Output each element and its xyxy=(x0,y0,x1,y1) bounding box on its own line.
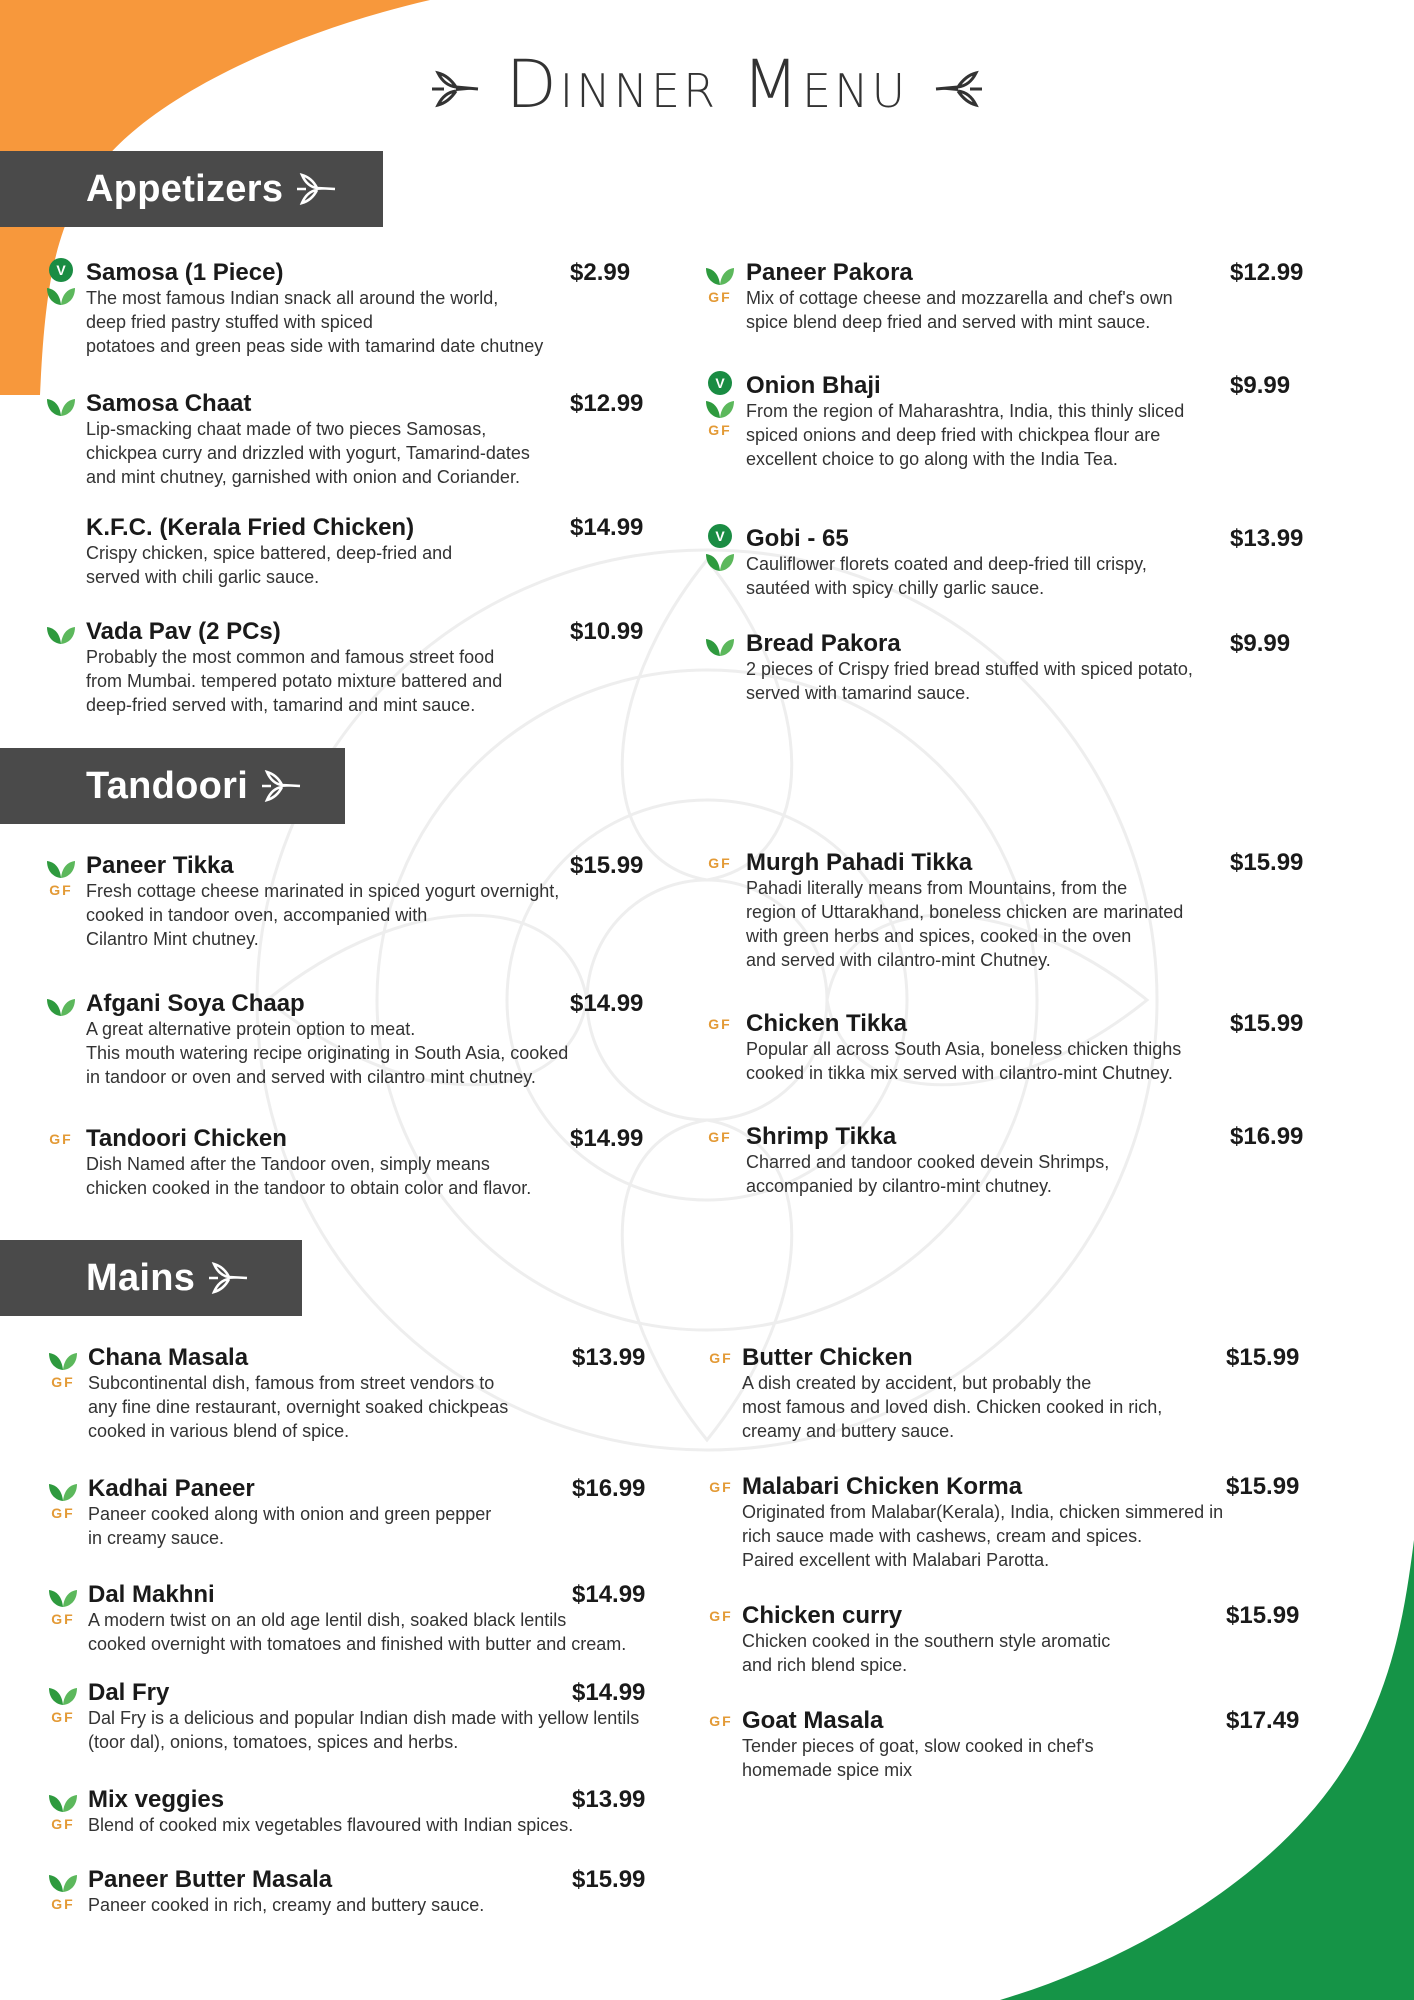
menu-item-kadhai-paneer xyxy=(88,1474,662,1584)
dietary-badges xyxy=(704,1605,738,1625)
gluten-free-badge: GF xyxy=(709,1350,733,1366)
section-title-mains: Mains xyxy=(86,1256,196,1299)
item-description: A great alternative protein option to meat. This mouth watering recipe originating in South Asia, cooked in tandoor or oven and served with cilantro mint chutney. xyxy=(86,1019,569,1087)
gluten-free-badge: GF xyxy=(708,422,732,438)
dietary-badges xyxy=(46,1789,80,1833)
vegetarian-leaf-icon xyxy=(48,1586,78,1608)
dietary-badges xyxy=(46,1478,80,1522)
item-price: $14.99 xyxy=(570,1125,644,1152)
item-price: $15.99 xyxy=(1230,849,1304,876)
item-name: Paneer Butter Masala xyxy=(88,1866,333,1893)
vegetarian-leaf-icon xyxy=(46,857,76,879)
gluten-free-badge: GF xyxy=(51,1896,75,1912)
vegetarian-leaf-icon xyxy=(48,1871,78,1893)
item-price: $14.99 xyxy=(570,514,644,541)
section-header-tandoori xyxy=(0,748,345,824)
dietary-badges xyxy=(44,621,78,645)
item-description: Pahadi literally means from Mountains, from the region of Uttarakhand, boneless chicken are marinated with green herbs and spices, cooked in the oven and served with cilantro-mint Chutney. xyxy=(746,878,1184,970)
vegan-badge-icon: V xyxy=(708,371,732,395)
item-name: Paneer Tikka xyxy=(86,852,234,879)
gluten-free-badge: GF xyxy=(709,1479,733,1495)
menu-item-shrimp-tikka xyxy=(746,1122,1320,1232)
item-price: $15.99 xyxy=(1226,1344,1300,1371)
item-description: A dish created by accident, but probably the most famous and loved dish. Chicken cooked in rich, creamy and buttery sauce. xyxy=(742,1373,1163,1441)
vegetarian-leaf-icon xyxy=(705,550,735,572)
item-name: Afgani Soya Chaap xyxy=(86,990,305,1017)
vegetarian-leaf-icon xyxy=(48,1791,78,1813)
item-price: $12.99 xyxy=(570,390,644,417)
menu-item-dal-makhni xyxy=(88,1580,662,1690)
item-price: $17.49 xyxy=(1226,1707,1300,1734)
item-name: Samosa Chaat xyxy=(86,390,252,417)
item-description: Fresh cottage cheese marinated in spiced yogurt overnight, cooked in tandoor oven, accompanied with Cilantro Mint chutney. xyxy=(86,881,560,949)
vegetarian-leaf-icon xyxy=(705,635,735,657)
menu-item-chicken-curry xyxy=(742,1601,1316,1711)
item-name: Kadhai Paneer xyxy=(88,1475,255,1502)
menu-item-malabari-chicken-korma xyxy=(742,1472,1316,1582)
item-name: Murgh Pahadi Tikka xyxy=(746,849,973,876)
item-price: $10.99 xyxy=(570,618,644,645)
item-price: $15.99 xyxy=(1226,1473,1300,1500)
vegetarian-leaf-icon xyxy=(48,1480,78,1502)
menu-item-afgani-soya-chaap xyxy=(86,989,660,1099)
item-name: Samosa (1 Piece) xyxy=(86,259,284,286)
dietary-badges xyxy=(703,1126,737,1146)
item-description: Popular all across South Asia, boneless chicken thighs cooked in tikka mix served with cilantro-mint Chutney. xyxy=(746,1039,1182,1083)
item-name: Malabari Chicken Korma xyxy=(742,1473,1023,1500)
item-price: $15.99 xyxy=(570,852,644,879)
dietary-badges xyxy=(704,1347,738,1367)
vegetarian-leaf-icon xyxy=(48,1684,78,1706)
dietary-badges xyxy=(703,1013,737,1033)
dietary-badges xyxy=(703,371,737,439)
item-name: Gobi - 65 xyxy=(746,525,849,552)
menu-item-paneer-pakora xyxy=(746,258,1320,368)
vegetarian-leaf-icon xyxy=(46,995,76,1017)
menu-item-onion-bhaji xyxy=(746,371,1320,481)
item-description: Lip-smacking chaat made of two pieces Samosas, chickpea curry and drizzled with yogurt, Tamarind-dates and mint chutney, garnished with onion and Coriander. xyxy=(86,419,530,487)
dietary-badges xyxy=(46,1869,80,1913)
item-description: Subcontinental dish, famous from street vendors to any fine dine restaurant, overnight soaked chickpeas cooked in various blend of spice. xyxy=(88,1373,509,1441)
dietary-badges xyxy=(44,393,78,417)
item-description: Chicken cooked in the southern style aromatic and rich blend spice. xyxy=(742,1631,1111,1675)
dietary-badges xyxy=(703,262,737,306)
menu-item-vada-pav-2-pcs xyxy=(86,617,660,727)
item-name: K.F.C. (Kerala Fried Chicken) xyxy=(86,514,415,541)
item-name: Chicken curry xyxy=(742,1602,903,1629)
gluten-free-badge: GF xyxy=(49,1131,73,1147)
dietary-badges xyxy=(46,1584,80,1628)
menu-item-goat-masala xyxy=(742,1706,1316,1816)
vegetarian-leaf-icon xyxy=(46,395,76,417)
item-price: $16.99 xyxy=(572,1475,646,1502)
gluten-free-badge: GF xyxy=(51,1374,75,1390)
menu-item-chicken-tikka xyxy=(746,1009,1320,1119)
dietary-badges xyxy=(44,855,78,899)
item-price: $13.99 xyxy=(572,1344,646,1371)
item-name: Shrimp Tikka xyxy=(746,1123,897,1150)
menu-item-dal-fry xyxy=(88,1678,662,1788)
gluten-free-badge: GF xyxy=(51,1816,75,1832)
item-price: $9.99 xyxy=(1230,372,1291,399)
menu-item-paneer-butter-masala xyxy=(88,1865,662,1975)
item-description: The most famous Indian snack all around the world, deep fried pastry stuffed with spiced potatoes and green peas side with tamarind date chutney xyxy=(86,288,544,356)
item-price: $16.99 xyxy=(1230,1123,1304,1150)
item-name: Butter Chicken xyxy=(742,1344,913,1371)
gluten-free-badge: GF xyxy=(51,1709,75,1725)
page-title: Dinner Menu xyxy=(505,46,909,123)
item-description: Dish Named after the Tandoor oven, simply means chicken cooked in the tandoor to obtain color and flavor. xyxy=(86,1154,532,1198)
item-name: Dal Fry xyxy=(88,1679,170,1706)
dietary-badges xyxy=(703,852,737,872)
item-name: Chana Masala xyxy=(88,1344,249,1371)
gluten-free-badge: GF xyxy=(51,1611,75,1627)
vegan-badge-icon: V xyxy=(49,258,73,282)
item-price: $15.99 xyxy=(572,1866,646,1893)
gluten-free-badge: GF xyxy=(708,1016,732,1032)
menu-item-paneer-tikka xyxy=(86,851,660,961)
item-description: Crispy chicken, spice battered, deep-fried and served with chili garlic sauce. xyxy=(86,543,453,587)
menu-item-k-f-c-kerala-fried-chicken xyxy=(86,513,660,623)
vegetarian-leaf-icon xyxy=(705,397,735,419)
gluten-free-badge: GF xyxy=(708,855,732,871)
item-price: $13.99 xyxy=(572,1786,646,1813)
item-description: Originated from Malabar(Kerala), India, chicken simmered in rich sauce made with cashews, cream and spices. Paired excellent with Malabari Parotta. xyxy=(742,1502,1224,1570)
item-name: Mix veggies xyxy=(88,1786,225,1813)
dietary-badges xyxy=(703,633,737,657)
item-description: Probably the most common and famous street food from Mumbai. tempered potato mixture battered and deep-fried served with, tamarind and mint sauce. xyxy=(86,647,503,715)
gluten-free-badge: GF xyxy=(708,1129,732,1145)
item-price: $9.99 xyxy=(1230,630,1291,657)
ornament-right-icon xyxy=(932,63,984,115)
dietary-badges xyxy=(44,258,78,306)
menu-item-samosa-1-piece xyxy=(86,258,660,368)
item-price: $14.99 xyxy=(570,990,644,1017)
item-name: Bread Pakora xyxy=(746,630,901,657)
ornament-left-icon xyxy=(430,63,482,115)
item-description: Cauliflower florets coated and deep-fried till crispy, sautéed with spicy chilly garlic sauce. xyxy=(746,554,1147,598)
menu-item-murgh-pahadi-tikka xyxy=(746,848,1320,970)
section-title-tandoori: Tandoori xyxy=(86,764,249,807)
section-ornament-icon xyxy=(260,765,302,807)
item-name: Chicken Tikka xyxy=(746,1010,907,1037)
menu-item-tandoori-chicken xyxy=(86,1124,660,1234)
item-name: Vada Pav (2 PCs) xyxy=(86,618,281,645)
item-price: $14.99 xyxy=(572,1679,646,1706)
dietary-badges xyxy=(44,1128,78,1148)
item-description: Dal Fry is a delicious and popular Indian dish made with yellow lentils (toor dal), onions, tomatoes, spices and herbs. xyxy=(88,1708,640,1752)
item-price: $15.99 xyxy=(1226,1602,1300,1629)
item-price: $12.99 xyxy=(1230,259,1304,286)
item-name: Goat Masala xyxy=(742,1707,884,1734)
dietary-badges xyxy=(703,524,737,572)
gluten-free-badge: GF xyxy=(709,1713,733,1729)
menu-item-gobi-65 xyxy=(746,524,1320,634)
dietary-badges xyxy=(44,993,78,1017)
section-ornament-icon xyxy=(207,1257,249,1299)
item-description: 2 pieces of Crispy fried bread stuffed with spiced potato, served with tamarind sauce. xyxy=(746,659,1193,703)
dietary-badges xyxy=(704,1710,738,1730)
item-description: From the region of Maharashtra, India, this thinly sliced spiced onions and deep fried with chickpea flour are excellent choice to go along with the India Tea. xyxy=(746,401,1185,469)
menu-item-samosa-chaat xyxy=(86,389,660,499)
vegetarian-leaf-icon xyxy=(705,264,735,286)
vegetarian-leaf-icon xyxy=(48,1349,78,1371)
gluten-free-badge: GF xyxy=(709,1608,733,1624)
menu-item-butter-chicken xyxy=(742,1343,1316,1453)
item-price: $13.99 xyxy=(1230,525,1304,552)
item-description: Paneer cooked in rich, creamy and buttery sauce. xyxy=(88,1895,485,1915)
item-description: Paneer cooked along with onion and green pepper in creamy sauce. xyxy=(88,1504,492,1548)
dietary-badges xyxy=(46,1682,80,1726)
gluten-free-badge: GF xyxy=(49,882,73,898)
section-title-appetizers: Appetizers xyxy=(86,167,284,210)
dietary-badges xyxy=(704,1476,738,1496)
section-ornament-icon xyxy=(295,168,337,210)
vegan-badge-icon: V xyxy=(708,524,732,548)
menu-item-bread-pakora xyxy=(746,629,1320,739)
item-price: $14.99 xyxy=(572,1581,646,1608)
gluten-free-badge: GF xyxy=(51,1505,75,1521)
item-name: Dal Makhni xyxy=(88,1581,215,1608)
item-description: Tender pieces of goat, slow cooked in chef's homemade spice mix xyxy=(742,1736,1094,1780)
menu-item-chana-masala xyxy=(88,1343,662,1453)
item-description: Charred and tandoor cooked devein Shrimps, accompanied by cilantro-mint chutney. xyxy=(746,1152,1110,1196)
item-price: $15.99 xyxy=(1230,1010,1304,1037)
page-title-row xyxy=(0,40,1414,130)
item-name: Onion Bhaji xyxy=(746,372,881,399)
item-name: Tandoori Chicken xyxy=(86,1125,287,1152)
vegetarian-leaf-icon xyxy=(46,623,76,645)
gluten-free-badge: GF xyxy=(708,289,732,305)
section-header-appetizers xyxy=(0,151,383,227)
vegetarian-leaf-icon xyxy=(46,284,76,306)
item-price: $2.99 xyxy=(570,259,631,286)
item-name: Paneer Pakora xyxy=(746,259,913,286)
dietary-badges xyxy=(46,1347,80,1391)
item-description: A modern twist on an old age lentil dish, soaked black lentils cooked overnight with tomatoes and finished with butter and cream. xyxy=(88,1610,627,1654)
section-header-mains xyxy=(0,1240,302,1316)
item-description: Mix of cottage cheese and mozzarella and chef's own spice blend deep fried and served with mint sauce. xyxy=(746,288,1173,332)
item-description: Blend of cooked mix vegetables flavoured with Indian spices. xyxy=(88,1815,574,1835)
